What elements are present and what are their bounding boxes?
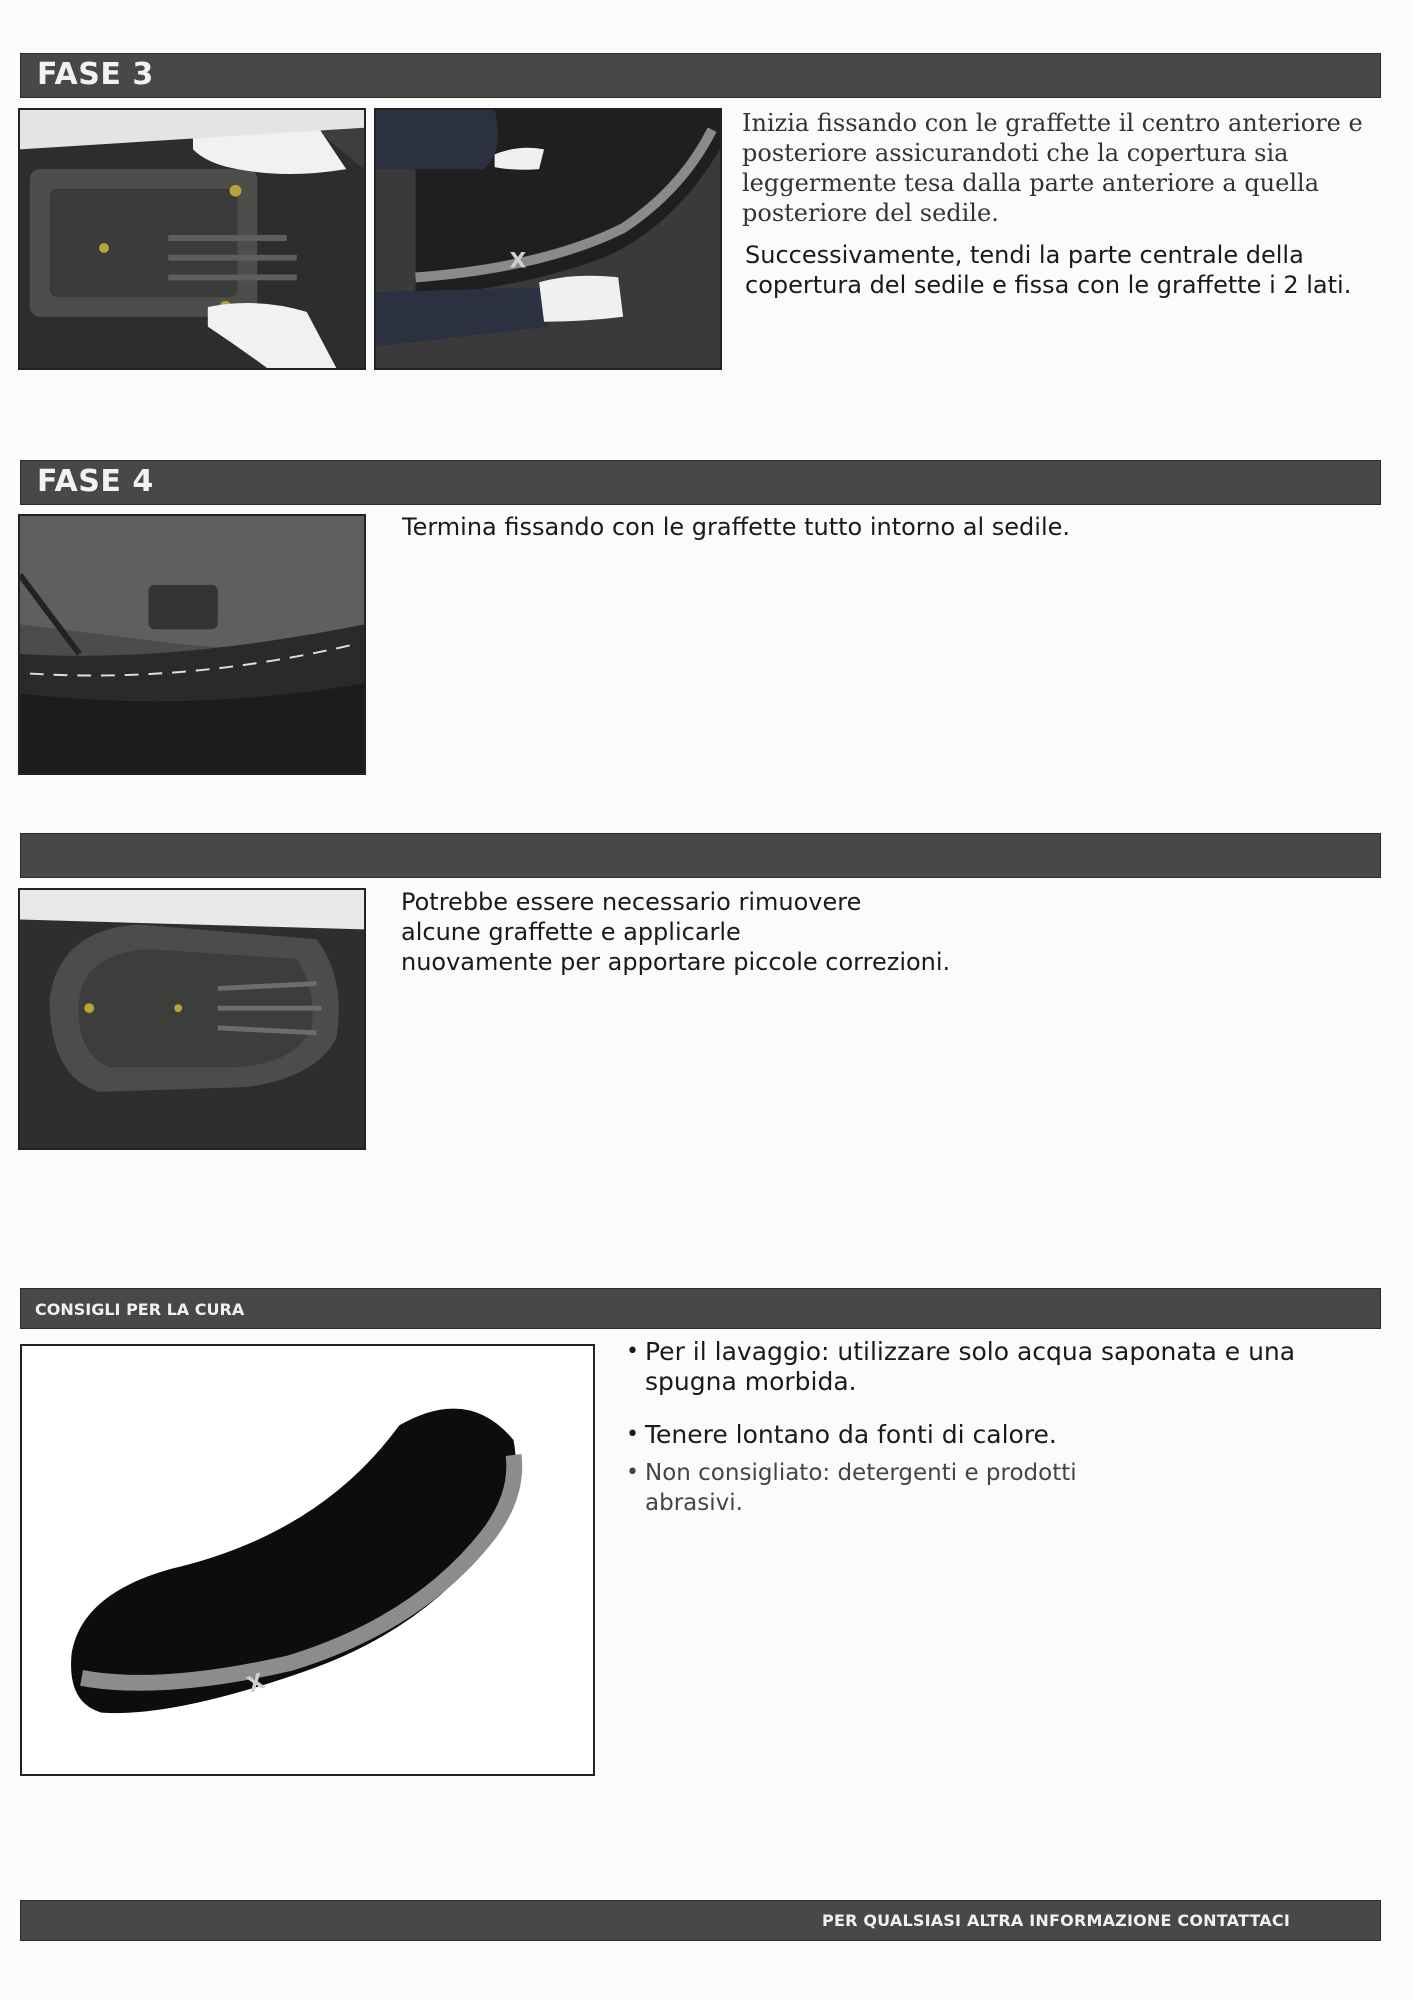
seat-logo-text: X	[243, 1669, 269, 1699]
photo-finished-seat-underside	[18, 888, 366, 1150]
section-header-care	[20, 1288, 1381, 1329]
section-header-fase4	[20, 460, 1381, 505]
photo-stapling-front-back	[18, 108, 366, 370]
section-header-corrections	[20, 833, 1381, 878]
seat-logo-text: X	[509, 248, 527, 274]
photo-stapling-around	[18, 514, 366, 775]
corrections-line-2: alcune graffette e applicarle	[401, 918, 741, 946]
section-title: FASE 3	[37, 57, 154, 92]
photo-seat-cover-product	[20, 1344, 595, 1776]
section-header-fase3	[20, 53, 1381, 98]
footer-contact-text: PER QUALSIASI ALTRA INFORMAZIONE CONTATTACI	[822, 1911, 1290, 1930]
care-list	[626, 1337, 1386, 1518]
section-title: CONSIGLI PER LA CURA	[35, 1300, 245, 1319]
corrections-line-1: Potrebbe essere necessario rimuovere	[401, 888, 862, 916]
care-item: • Non consigliato: detergenti e prodotti abrasivi.	[626, 1458, 1085, 1518]
fase4-text: Termina fissando con le graffette tutto intorno al sedile.	[402, 513, 1071, 541]
corrections-text	[401, 887, 1301, 977]
fase3-text-2: Successivamente, tendi la parte centrale della copertura del sedile e fissa con le graffette i 2 lati.	[745, 241, 1352, 299]
photo-stretching-cover	[374, 108, 722, 370]
section-title: FASE 4	[37, 464, 154, 499]
care-item: • Per il lavaggio: utilizzare solo acqua saponata e una spugna morbida.	[626, 1337, 1386, 1397]
care-item: • Tenere lontano da fonti di calore.	[626, 1420, 1386, 1450]
footer-bar	[20, 1900, 1381, 1941]
corrections-line-3: nuovamente per apportare piccole correzioni.	[401, 948, 951, 976]
fase3-text-1: Inizia fissando con le graffette il centro anteriore e posteriore assicurandoti che la copertura sia leggermente tesa dalla parte anteriore a quella posteriore del sedile.	[742, 109, 1363, 227]
